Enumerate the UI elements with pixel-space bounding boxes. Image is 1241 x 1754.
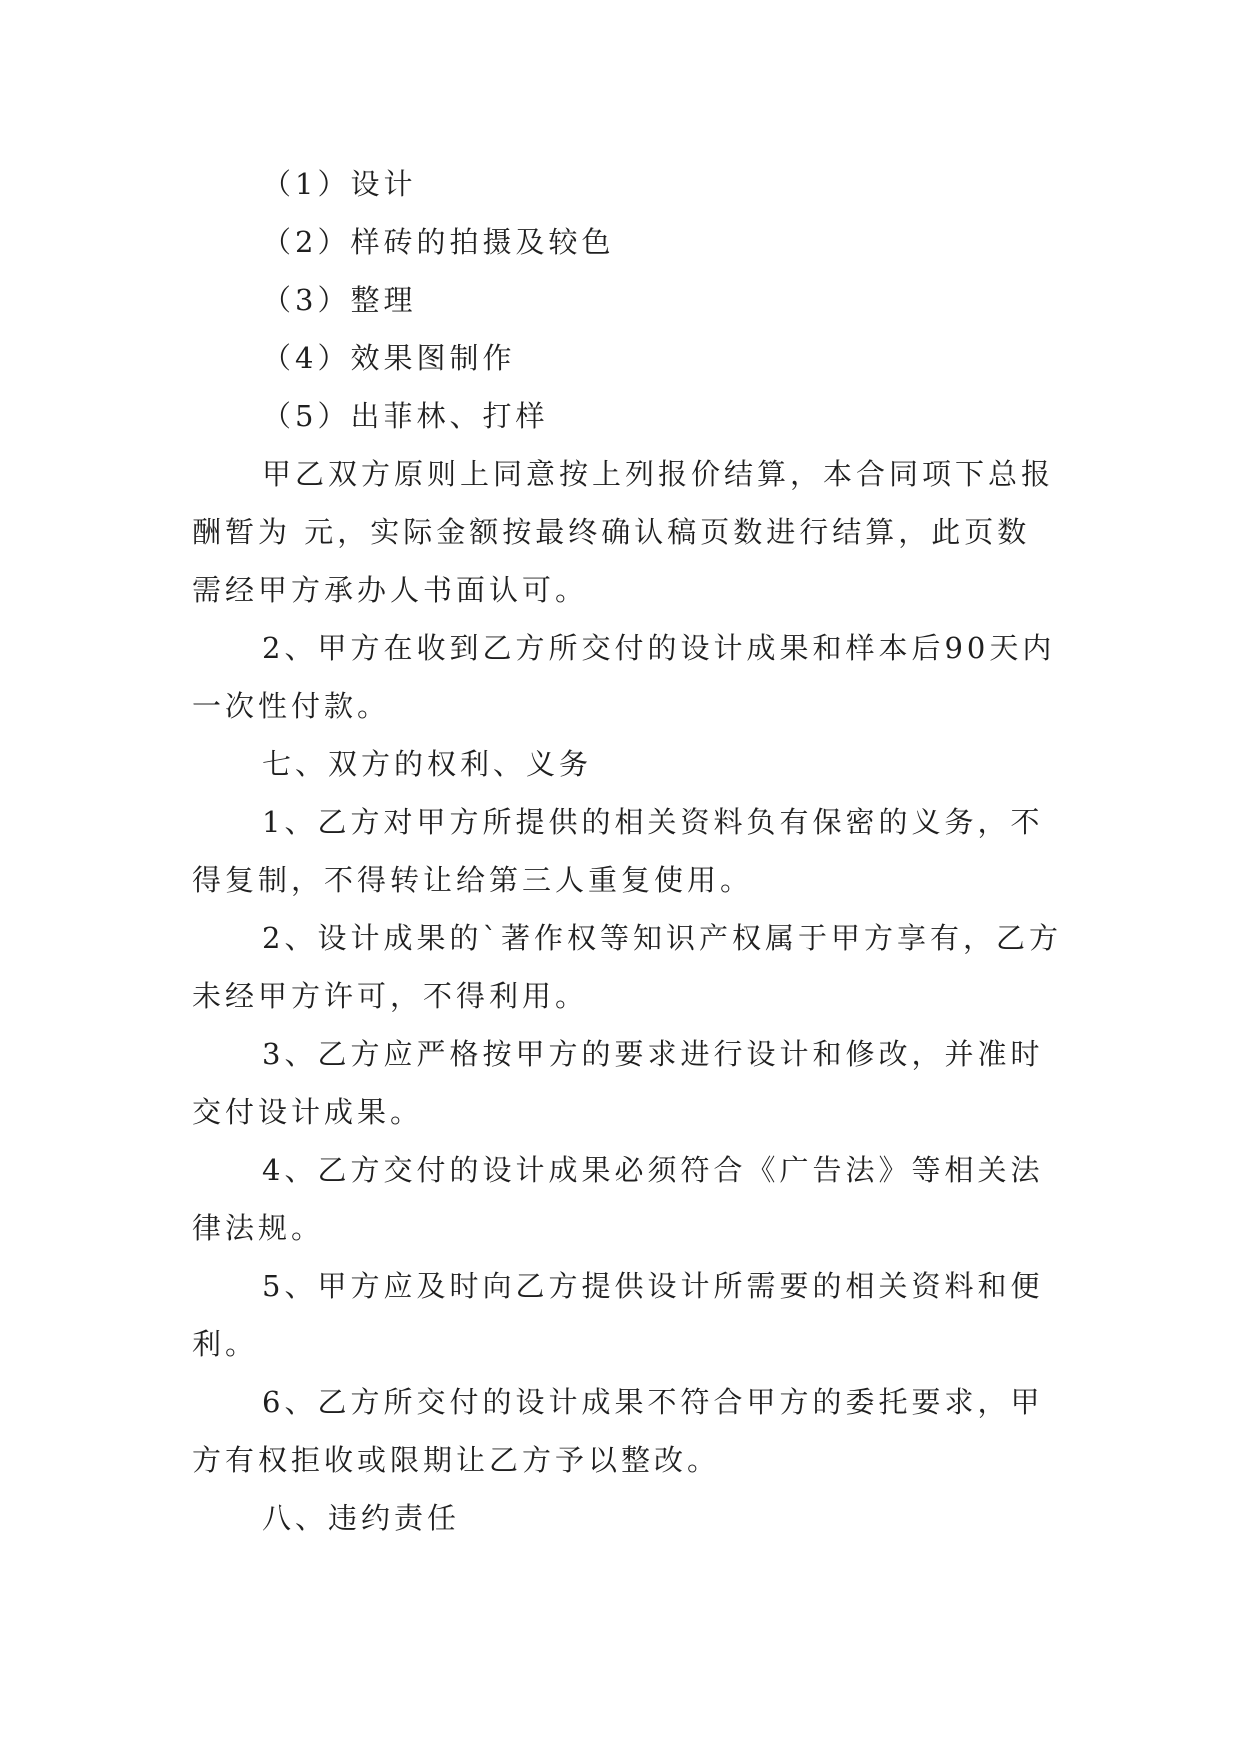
clause-3-line-1: 3、乙方应严格按甲方的要求进行设计和修改，并准时 bbox=[262, 1037, 1044, 1071]
paragraph-settlement-line-3: 需经甲方承办人书面认可。 bbox=[192, 573, 589, 607]
clause-6-line-2: 方有权拒收或限期让乙方予以整改。 bbox=[192, 1443, 721, 1477]
section-heading-liability: 八、违约责任 bbox=[262, 1501, 461, 1535]
list-item-film-proof: （5）出菲林、打样 bbox=[262, 399, 549, 433]
section-heading-rights: 七、双方的权利、义务 bbox=[262, 747, 593, 781]
paragraph-payment-line-1: 2、甲方在收到乙方所交付的设计成果和样本后90天内 bbox=[262, 631, 1056, 665]
clause-5-line-1: 5、甲方应及时向乙方提供设计所需要的相关资料和便 bbox=[262, 1269, 1044, 1303]
clause-6-line-1: 6、乙方所交付的设计成果不符合甲方的委托要求，甲 bbox=[262, 1385, 1044, 1419]
paragraph-settlement-line-1: 甲乙双方原则上同意按上列报价结算，本合同项下总报 bbox=[262, 457, 1055, 491]
clause-4-line-2: 律法规。 bbox=[192, 1211, 325, 1245]
list-item-rendering: （4）效果图制作 bbox=[262, 341, 516, 375]
clause-3-line-2: 交付设计成果。 bbox=[192, 1095, 424, 1129]
paragraph-settlement-line-2: 酬暂为 元，实际金额按最终确认稿页数进行结算，此页数 bbox=[192, 515, 1031, 549]
list-item-arrange: （3）整理 bbox=[262, 283, 417, 317]
list-item-design: （1）设计 bbox=[262, 167, 417, 201]
list-item-sample-photo: （2）样砖的拍摄及较色 bbox=[262, 225, 615, 259]
clause-5-line-2: 利。 bbox=[192, 1327, 259, 1361]
clause-2-line-2: 未经甲方许可，不得利用。 bbox=[192, 979, 589, 1013]
clause-1-line-2: 得复制，不得转让给第三人重复使用。 bbox=[192, 863, 754, 897]
clause-4-line-1: 4、乙方交付的设计成果必须符合《广告法》等相关法 bbox=[262, 1153, 1044, 1187]
clause-2-line-1: 2、设计成果的`著作权等知识产权属于甲方享有，乙方 bbox=[262, 921, 1062, 955]
paragraph-payment-line-2: 一次性付款。 bbox=[192, 689, 391, 723]
clause-1-line-1: 1、乙方对甲方所提供的相关资料负有保密的义务，不 bbox=[262, 805, 1044, 839]
